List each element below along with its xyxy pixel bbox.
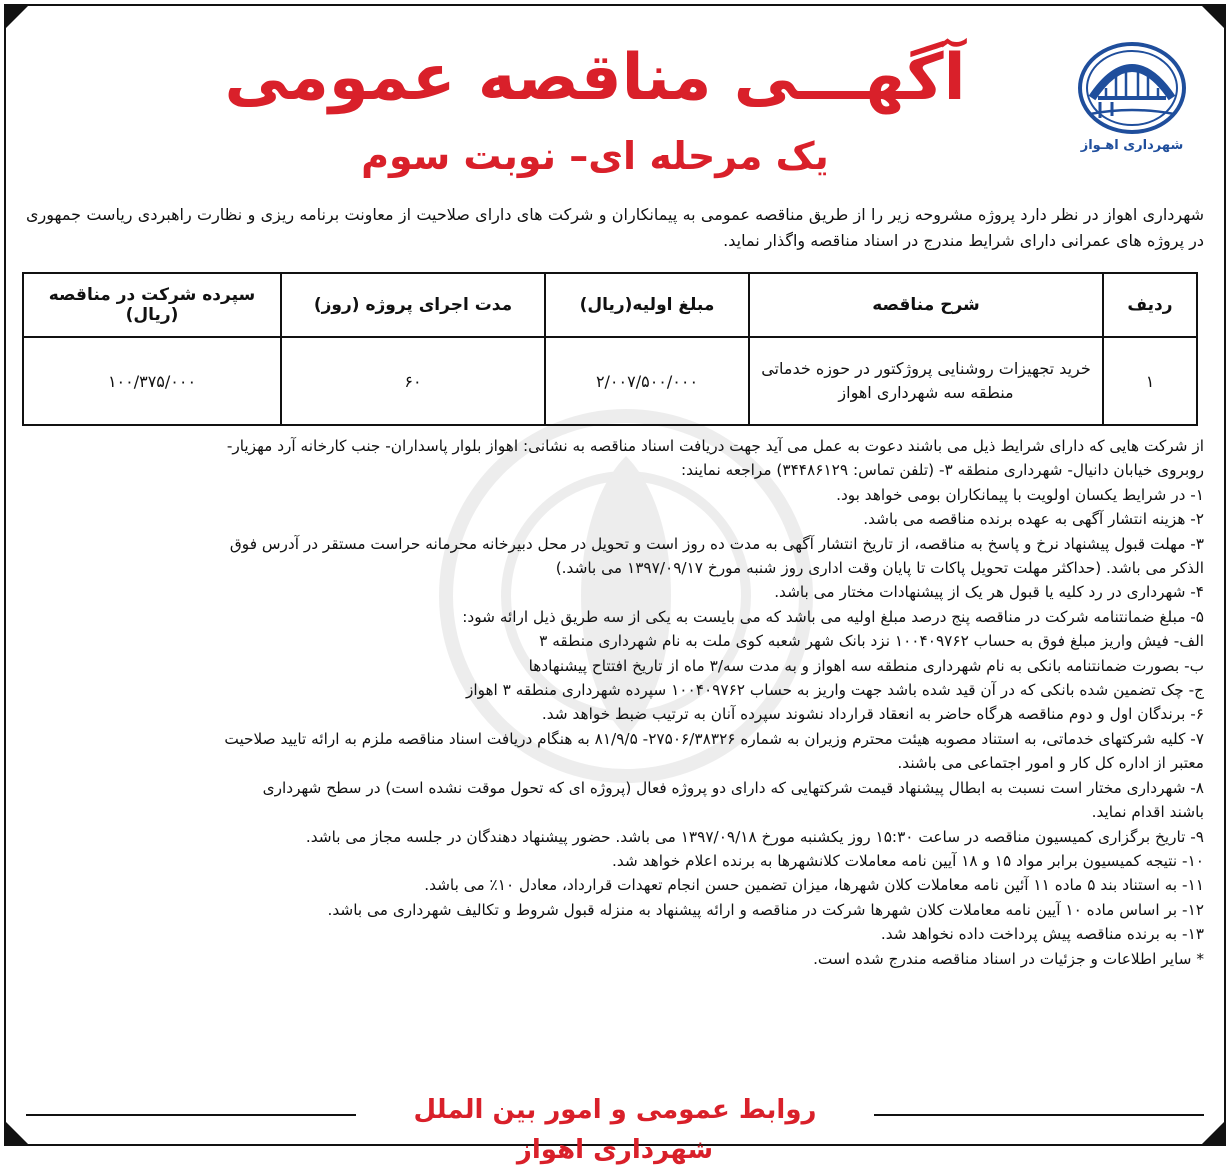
body-line: ۸- شهرداری مختار است نسبت به ابطال پیشنهاد قیمت شرکتهایی که دارای دو پروژه فعال (پروژه ای که تحول موقت نشده است) در سطح شهرداری: [262, 778, 1204, 797]
table-row: [23, 337, 1197, 425]
cell-deposit: ۱۰۰/۳۷۵/۰۰۰: [23, 337, 281, 425]
corner-ornament: [1200, 1120, 1226, 1146]
corner-ornament: [4, 1120, 30, 1146]
body-line: ۱۰- نتیجه کمیسیون برابر مواد ۱۵ و ۱۸ آیین نامه معاملات کلانشهرها به برنده اعلام خواهد شد.: [612, 851, 1204, 870]
header-duration: مدت اجرای پروژه (روز): [281, 273, 545, 337]
cell-initial-amount: ۲/۰۰۷/۵۰۰/۰۰۰: [545, 337, 749, 425]
body-line: الف- فیش واریز مبلغ فوق به حساب ۱۰۰۴۰۹۷۶۲ نزد بانک شهر شعبه کوی ملت به نام شهرداری منطقه ۳: [539, 632, 1204, 651]
body-line: ۶- برندگان اول و دوم مناقصه هرگاه حاضر به انعقاد قرارداد نشوند سپرده آنان به ترتیب ضبط خواهد شد.: [541, 705, 1204, 724]
intro-paragraph: شهرداری اهواز در نظر دارد پروژه مشروحه زیر را از طریق مناقصه عمومی به پیمانکاران و شرکت های دارای صلاحیت از معاونت برنامه ریزی و نظارت راهبردی ریاست جمهوری در پروژه های عمرانی دارای شرایط مندرج در اسناد مناقصه واگذار نماید.: [26, 205, 1204, 250]
body-line: ۱۲- بر اساس ماده ۱۰ آیین نامه معاملات کلان شهرها شرکت در مناقصه و ارائه پیشنهاد به منزله قبول شروط و تکالیف شهرداری می باشد.: [327, 900, 1204, 919]
body-line: ۴- شهرداری در رد کلیه یا قبول هر یک از پیشنهادات مختار می باشد.: [774, 583, 1204, 602]
tender-table: [22, 272, 1198, 426]
cell-description: خرید تجهیزات روشنایی پروژکتور در حوزه خدماتی منطقه سه شهرداری اهواز: [749, 337, 1103, 425]
body-line: ۹- تاریخ برگزاری کمیسیون مناقصه در ساعت ۱۵:۳۰ روز یکشنبه مورخ ۱۳۹۷/۰۹/۱۸ می باشد. حضور پیشنهاد دهندگان در جلسه مجاز می باشد.: [305, 827, 1204, 846]
body-line: ب- بصورت ضمانتنامه بانکی به نام شهرداری منطقه سه اهواز و به مدت سه/۳ ماه از تاریخ افتتاح پیشنهادها: [528, 656, 1204, 675]
body-line: ۳- مهلت قبول پیشنهاد نرخ و پاسخ به مناقصه، از تاریخ انتشار آگهی به مدت ده روز است و تحویل در محل دبیرخانه محرمانه حراست مستقر در آدرس فوق: [229, 534, 1204, 553]
tender-notice: [4, 4, 1226, 1165]
body-line: از شرکت هایی که دارای شرایط ذیل می باشند دعوت به عمل می آید جهت دریافت اسناد مناقصه به نشانی: اهواز بلوار پاسداران- جنب کارخانه آرد مهزیار-: [226, 437, 1204, 455]
ahvaz-bridge-emblem-icon: [1076, 40, 1188, 136]
body-line: ج- چک تضمین شده بانکی که در آن قید شده باشد جهت واریز به حساب ۱۰۰۴۰۹۷۶۲ سپرده شهرداری منطقه ۳ اهواز: [465, 681, 1204, 700]
header-initial-amount: مبلغ اولیه(ریال): [545, 273, 749, 337]
header-row-number: ردیف: [1103, 273, 1197, 337]
cell-row-number: ۱: [1103, 337, 1197, 425]
body-line: ۲- هزینه انتشار آگهی به عهده برنده مناقصه می باشد.: [863, 510, 1204, 529]
body-line: روبروی خیابان دانیال- شهرداری منطقه ۳- (تلفن تماس: ۳۴۴۸۶۱۲۹) مراجعه نمایند:: [680, 461, 1204, 480]
body-line: ۱۳- به برنده مناقصه پیش پرداخت داده نخواهد شد.: [880, 925, 1204, 944]
page-subtitle: یک مرحله ای– نوبت سوم: [361, 134, 829, 178]
body-line: باشند اقدام نماید.: [1091, 803, 1204, 822]
body-line: ۱- در شرایط یکسان اولویت با پیمانکاران بومی خواهد بود.: [836, 485, 1204, 504]
cell-duration: ۶۰: [281, 337, 545, 425]
logo-caption: شهرداری اهـواز: [1080, 138, 1184, 153]
page-title: آگهـــی مناقصه عمومی: [224, 41, 966, 115]
header-description: شرح مناقصه: [749, 273, 1103, 337]
corner-ornament: [4, 4, 30, 30]
table-header-row: [23, 273, 1197, 337]
body-line: ۵- مبلغ ضمانتنامه شرکت در مناقصه پنج درصد مبلغ اولیه می باشد که می بایست به یکی از سه طریق ذیل ارائه شود:: [462, 607, 1204, 626]
body-line: الذکر می باشد. (حداکثر مهلت تحویل پاکات تا پایان وقت اداری روز شنبه مورخ ۱۳۹۷/۰۹/۱۷ می باشد.): [555, 559, 1204, 578]
body-line: معتبر از اداره کل کار و امور اجتماعی می باشند.: [897, 754, 1204, 773]
corner-ornament: [1200, 4, 1226, 30]
footer-signature: روابط عمومی و امور بین الملل شهرداری اهواز: [413, 1095, 817, 1165]
footer-divider: [26, 1114, 356, 1116]
body-line: ۱۱- به استناد بند ۵ ماده ۱۱ آئین نامه معاملات کلان شهرها، میزان تضمین حسن انجام تعهدات قرارداد، معادل ۱۰٪ می باشد.: [424, 876, 1204, 895]
body-line: * سایر اطلاعات و جزئیات در اسناد مناقصه مندرج شده است.: [813, 949, 1204, 968]
header-deposit: سپرده شرکت در مناقصه (ریال): [23, 273, 281, 337]
logo: [1062, 40, 1202, 153]
body-line: ۷- کلیه شرکتهای خدماتی، به استناد مصوبه هیئت محترم وزیران به شماره ۲۷۵۰۶/۳۸۳۲۶- ۸۱/۹/۵ به هنگام دریافت اسناد مناقصه ملزم به ارائه تایید صلاحیت: [224, 729, 1204, 748]
conditions-text: [26, 434, 1204, 971]
footer-divider: [874, 1114, 1204, 1116]
